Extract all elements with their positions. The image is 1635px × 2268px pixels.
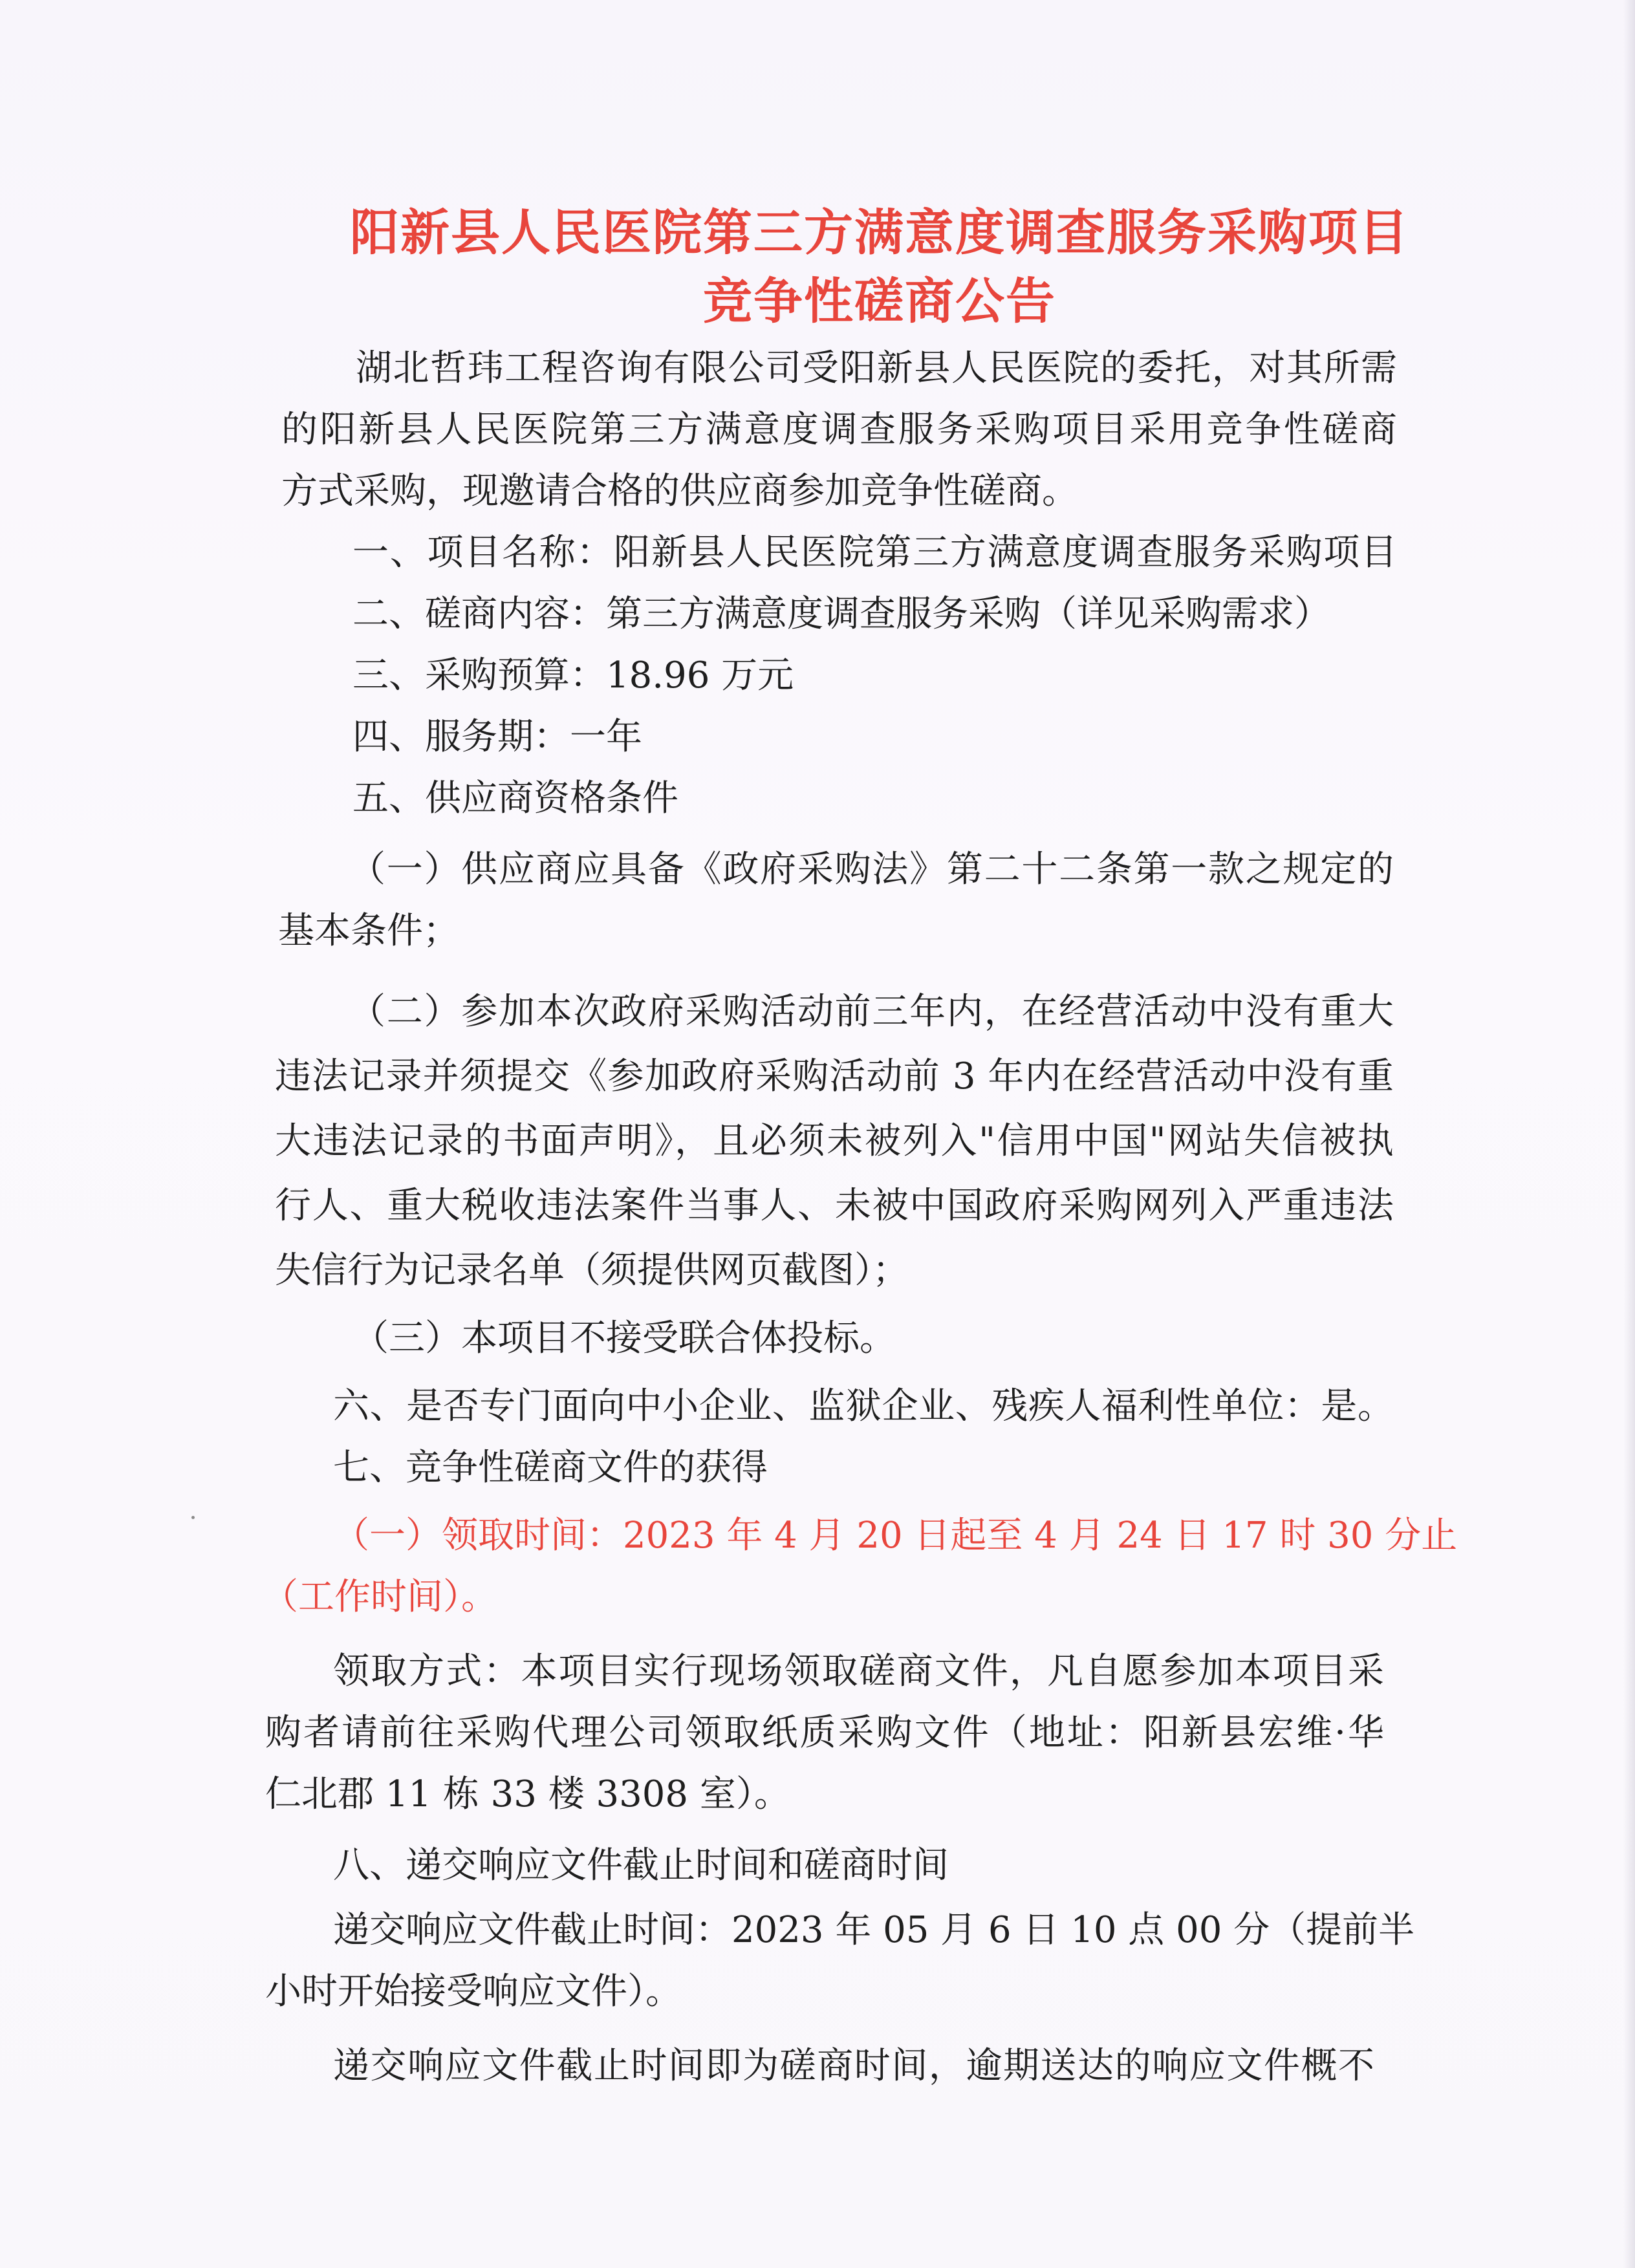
qualification-2-line-1: （二）参加本次政府采购活动前三年内，在经营活动中没有重大 xyxy=(349,991,1394,1033)
acquisition-method-line-1: 领取方式：本项目实行现场领取磋商文件，凡自愿参加本项目采 xyxy=(333,1650,1384,1692)
qualification-2-line-3: 大违法记录的书面声明》，且必须未被列入"信用中国"网站失信被执 xyxy=(275,1120,1394,1162)
title-line-2: 竞争性磋商公告 xyxy=(703,272,1056,330)
acquisition-time-label: （一）领取时间： xyxy=(333,1515,623,1557)
acquisition-time-line-1 xyxy=(333,1513,1457,1559)
acquisition-method-line-2: 购者请前往采购代理公司领取纸质采购文件（地址：阳新县宏维·华 xyxy=(265,1712,1384,1754)
deadline-note: 递交响应文件截止时间即为磋商时间，逾期送达的响应文件概不 xyxy=(333,2045,1374,2087)
section-document-acquisition: 七、竞争性磋商文件的获得 xyxy=(333,1447,768,1489)
intro-line-2: 的阳新县人民医院第三方满意度调查服务采购项目采用竞争性磋商 xyxy=(281,409,1397,451)
scan-speck xyxy=(191,1516,195,1519)
section-budget: 三、采购预算：18.96 万元 xyxy=(352,654,794,697)
qualification-2-line-5: 失信行为记录名单（须提供网页截图）； xyxy=(275,1249,909,1291)
section-service-period: 四、服务期：一年 xyxy=(352,716,642,758)
qualification-1-line-1: （一）供应商应具备《政府采购法》第二十二条第一款之规定的 xyxy=(349,848,1394,891)
intro-line-3: 方式采购，现邀请合格的供应商参加竞争性磋商。 xyxy=(281,470,1078,512)
title-line-1: 阳新县人民医院第三方满意度调查服务采购项目 xyxy=(350,204,1409,261)
qualification-2-line-2: 违法记录并须提交《参加政府采购活动前 3 年内在经营活动中没有重 xyxy=(275,1055,1394,1097)
acquisition-method-line-3: 仁北郡 11 栋 33 楼 3308 室）。 xyxy=(265,1773,790,1815)
section-deadline: 八、递交响应文件截止时间和磋商时间 xyxy=(333,1844,949,1886)
section-content: 二、磋商内容：第三方满意度调查服务采购（详见采购需求） xyxy=(352,593,1330,635)
deadline-line-2: 小时开始接受响应文件）。 xyxy=(265,1971,682,2013)
qualification-1-line-2: 基本条件； xyxy=(278,910,459,952)
section-qualification: 五、供应商资格条件 xyxy=(352,777,678,819)
qualification-2-line-4: 行人、重大税收违法案件当事人、未被中国政府采购网列入严重违法 xyxy=(275,1185,1394,1227)
scan-edge xyxy=(1623,0,1635,2268)
section-sme: 六、是否专门面向中小企业、监狱企业、残疾人福利性单位：是。 xyxy=(333,1385,1394,1427)
section-project-name: 一、项目名称：阳新县人民医院第三方满意度调查服务采购项目 xyxy=(352,532,1397,574)
acquisition-time-line-2: （工作时间）。 xyxy=(262,1576,497,1618)
deadline-line-1: 递交响应文件截止时间：2023 年 05 月 6 日 10 点 00 分（提前半 xyxy=(333,1909,1415,1951)
intro-line-1: 湖北哲玮工程咨询有限公司受阳新县人民医院的委托，对其所需 xyxy=(356,347,1397,389)
acquisition-time-value: 2023 年 4 月 20 日起至 4 月 24 日 17 时 30 分止 xyxy=(623,1515,1458,1557)
qualification-3: （三）本项目不接受联合体投标。 xyxy=(352,1317,896,1359)
